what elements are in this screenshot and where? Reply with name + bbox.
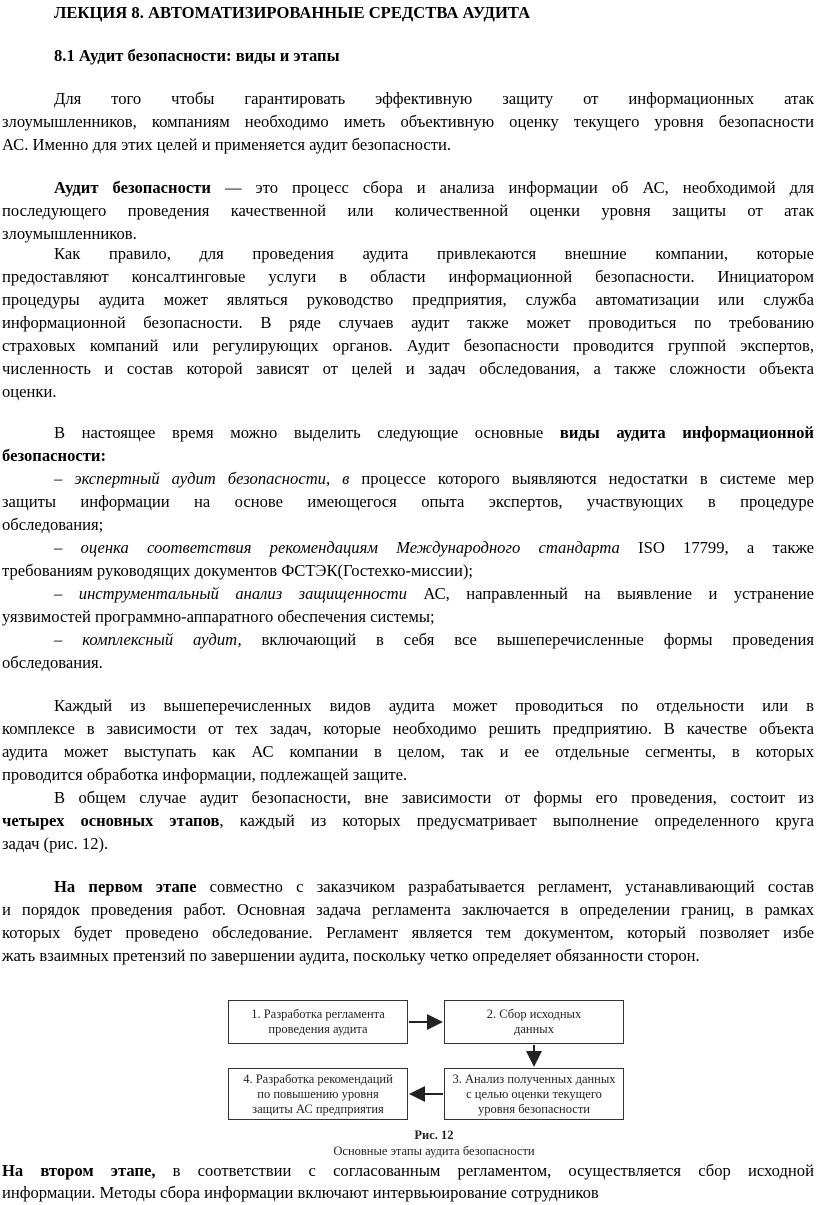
each-line-3: аудита может выступать как АС компании в целом, так и ее отдельные сегменты, в которых (2, 742, 814, 761)
lecture-title: ЛЕКЦИЯ 8. АВТОМАТИЗИРОВАННЫЕ СРЕДСТВА АУДИТА (54, 3, 531, 22)
first-stage-line-3: которых будет проведено обследование. Регламент является тем документом, который позволяет избе (2, 923, 814, 942)
type-2-line-2: требованиям руководящих документов ФСТЭК(Гостехко-миссии); (2, 561, 474, 580)
audit-stages-diagram (228, 1000, 640, 1120)
diagram-arrows (228, 1000, 640, 1120)
companies-line-6: численность и состав которой зависят от целей и задач обследования, а также сложности объекта (2, 359, 814, 378)
stages-line-2: четырех основных этапов, каждый из которых предусматривает выполнение определенного круга (2, 811, 814, 830)
companies-line-2: предоставляют консалтинговые услуги в области информационной безопасности. Инициатором (2, 267, 814, 286)
intro-line-2: злоумышленников, компаниям необходимо иметь объективную оценку текущего уровня безопасности (2, 112, 814, 131)
type-4-line-1: – комплексный аудит, включающий в себя все вышеперечисленные формы проведения (54, 630, 814, 649)
type-3-line-1: – инструментальный анализ защищенности АС, направленный на выявление и устранение (54, 584, 814, 603)
figure-caption: Основные этапы аудита безопасности (333, 1144, 535, 1158)
companies-line-5: страховых компаний или регулирующих органов. Аудит безопасности проводится группой экспертов, (2, 336, 814, 355)
definition-line-2: последующего проведения качественной или количественной оценки уровня защиты от атак (2, 201, 814, 220)
stages-line-3: задач (рис. 12). (2, 834, 109, 853)
stage-2-box: 2. Сбор исходных данных (444, 1000, 624, 1044)
each-line-4: проводится обработка информации, подлежащей защите. (2, 765, 408, 784)
stage-1-box: 1. Разработка регламента проведения аудита (228, 1000, 408, 1044)
types-intro-line-2: безопасности: (2, 446, 106, 465)
stage-4-box: 4. Разработка рекомендаций по повышению уровня защиты АС предприятия (228, 1068, 408, 1120)
first-stage-line-2: и порядок проведения работ. Основная задача регламента заключается в определении границ, в рамках (2, 900, 814, 919)
type-1-line-2: защиты информации на основе имеющегося опыта экспертов, участвующих в процедуре (2, 492, 814, 511)
each-line-2: комплексе в зависимости от тех задач, которые необходимо решить предприятию. В качестве объекта (2, 719, 814, 738)
companies-line-1: Как правило, для проведения аудита привлекаются внешние компании, которые (54, 244, 814, 263)
first-stage-line-4: жать взаимных претензий по завершении аудита, поскольку четко определяет обязанности сторон. (2, 946, 700, 965)
type-1-line-1: – экспертный аудит безопасности, в процессе которого выявляются недостатки в системе мер (54, 469, 814, 488)
type-4-line-2: обследования. (2, 653, 103, 672)
type-2-line-1: – оценка соответствия рекомендациям Международного стандарта ISO 17799, а также (54, 538, 814, 557)
definition-line-1: Аудит безопасности — это процесс сбора и анализа информации об АС, необходимой для (54, 178, 814, 197)
type-3-line-2: уязвимостей программно-аппаратного обеспечения системы; (2, 607, 435, 626)
intro-line-3: АС. Именно для этих целей и применяется аудит безопасности. (2, 135, 452, 154)
companies-line-4: информационной безопасности. В ряде случаев аудит также может проводиться по требованию (2, 313, 814, 332)
type-1-line-3: обследования; (2, 515, 104, 534)
types-intro-line-1: В настоящее время можно выделить следующие основные виды аудита информационной (54, 423, 814, 442)
figure-label: Рис. 12 (414, 1128, 454, 1142)
each-line-1: Каждый из вышеперечисленных видов аудита может проводиться по отдельности или в (54, 696, 814, 715)
stage-3-box: 3. Анализ полученных данных с целью оценки текущего уровня безопасности (444, 1068, 624, 1120)
definition-line-3: злоумышленников. (2, 224, 137, 243)
companies-line-7: оценки. (2, 382, 57, 401)
intro-line-1: Для того чтобы гарантировать эффективную защиту от информационных атак (54, 89, 814, 108)
companies-line-3: процедуры аудита может являться руководство предприятия, служба автоматизации или служба (2, 290, 814, 309)
second-stage-line-1: На втором этапе, в соответствии с согласованным регламентом, осуществляется сбор исходной (2, 1161, 814, 1180)
first-stage-line-1: На первом этапе совместно с заказчиком разрабатывается регламент, устанавливающий состав (54, 877, 814, 896)
definition-term: Аудит безопасности (54, 178, 211, 197)
second-stage-line-2: информации. Методы сбора информации включают интервьюирование сотрудников (2, 1183, 599, 1202)
stages-line-1: В общем случае аудит безопасности, вне зависимости от формы его проведения, состоит из (54, 788, 814, 807)
section-title: 8.1 Аудит безопасности: виды и этапы (54, 46, 340, 65)
